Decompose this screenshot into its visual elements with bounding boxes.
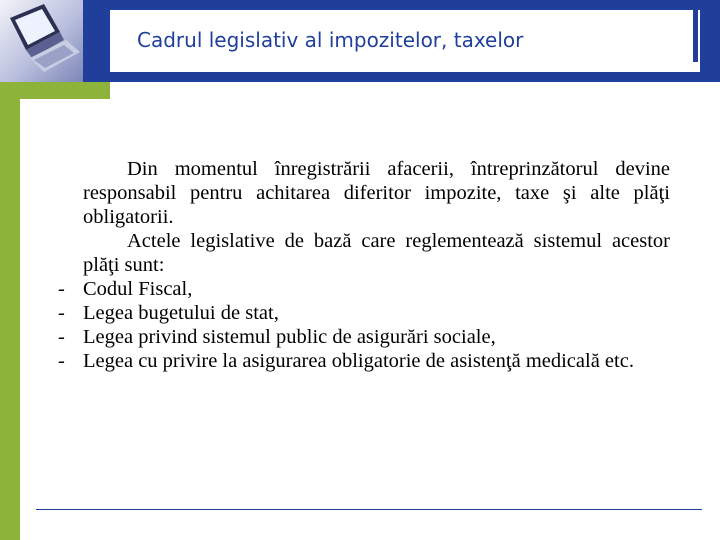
list-marker: -: [58, 278, 65, 300]
bottom-divider: [36, 509, 702, 510]
list-marker: -: [58, 302, 65, 324]
list-item: [58, 349, 670, 373]
left-accent-bar: [0, 99, 20, 540]
slide-content: [58, 157, 670, 373]
list-item: [58, 301, 670, 325]
list-item-text: Legea bugetului de stat,: [83, 302, 279, 324]
paragraph: Din momentul înregistrării afacerii, întreprinzătorul devine responsabil pentru achitarea diferitor impozite, taxe şi alte plăţi obligatorii.: [83, 158, 670, 228]
list-item: [58, 277, 670, 301]
header-stripe: [704, 0, 707, 62]
list-item-text: Legea cu privire la asigurarea obligatorie de asistenţă medicală etc.: [83, 350, 634, 372]
list-item: [58, 325, 670, 349]
header-stripe: [693, 0, 698, 62]
legislation-list: [58, 277, 670, 373]
list-marker: -: [58, 350, 65, 372]
list-item-text: Codul Fiscal,: [83, 278, 193, 300]
list-item-text: Legea privind sistemul public de asigurări sociale,: [83, 326, 496, 348]
list-marker: -: [58, 326, 65, 348]
green-accent-tile: [0, 82, 110, 99]
computer-monitor-icon: [0, 0, 83, 82]
paragraph: Actele legislative de bază care reglementează sistemul acestor plăţi sunt:: [83, 230, 670, 276]
slide-title: Cadrul legislativ al impozitelor, taxelor: [137, 28, 524, 52]
